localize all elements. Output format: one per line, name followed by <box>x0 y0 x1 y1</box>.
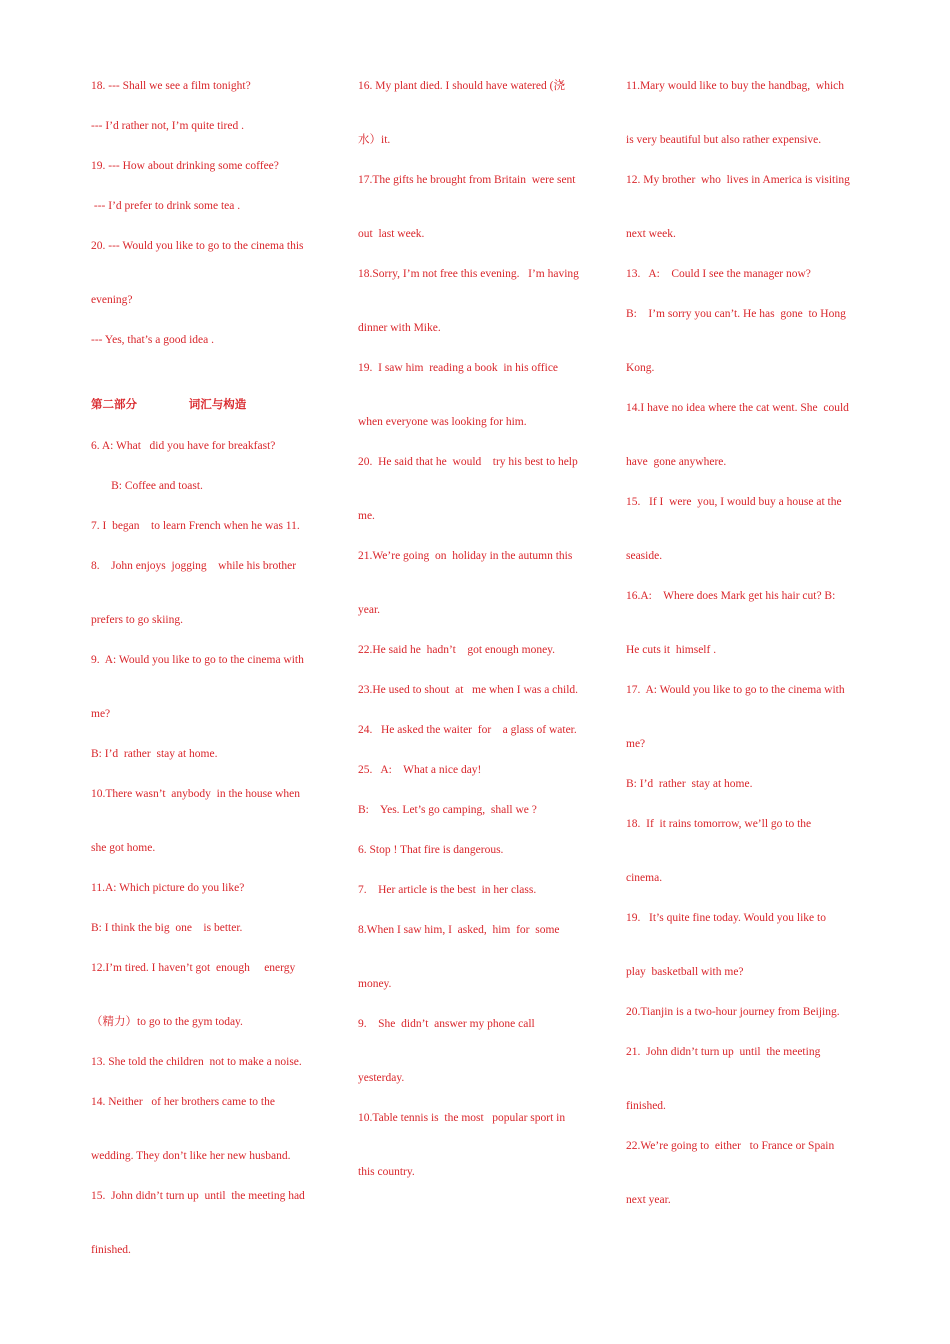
text-line: B: I’d rather stay at home. <box>91 748 218 760</box>
text-line: 13. A: Could I see the manager now? <box>626 268 811 280</box>
text-line: 8.When I saw him, I asked, him for some <box>358 924 560 936</box>
text-line: 15. John didn’t turn up until the meeting had <box>91 1190 305 1202</box>
text-line: B: Yes. Let’s go camping, shall we ? <box>358 804 537 816</box>
text-line: 6. Stop ! That fire is dangerous. <box>358 844 504 856</box>
text-line: this country. <box>358 1166 415 1178</box>
text-line: wedding. They don’t like her new husband. <box>91 1150 291 1162</box>
text-line: 7. I began to learn French when he was 11. <box>91 520 300 532</box>
text-line: --- I’d prefer to drink some tea . <box>91 200 241 212</box>
text-line: 9. She didn’t answer my phone call <box>358 1018 535 1030</box>
text-line: me. <box>358 510 375 522</box>
text-line: 8. John enjoys jogging while his brother <box>91 560 297 572</box>
text-line: play basketball with me? <box>626 966 744 978</box>
text-line: out last week. <box>358 228 425 240</box>
text-line: 19. It’s quite fine today. Would you like to <box>626 912 826 924</box>
text-line: 20. --- Would you like to go to the cinema this <box>91 240 304 252</box>
text-line: finished. <box>626 1100 666 1112</box>
text-line: 20. He said that he would try his best to help <box>358 456 578 468</box>
text-line: B: I’d rather stay at home. <box>626 778 753 790</box>
text-line: year. <box>358 604 381 616</box>
text-line: B: Coffee and toast. <box>91 480 203 492</box>
text-line: 18. If it rains tomorrow, we’ll go to the <box>626 818 812 830</box>
text-line: 25. A: What a nice day! <box>358 764 482 776</box>
text-line: have gone anywhere. <box>626 456 727 468</box>
text-line: next year. <box>626 1194 671 1206</box>
text-line: 13. She told the children not to make a noise. <box>91 1056 302 1068</box>
text-line: yesterday. <box>358 1072 405 1084</box>
text-line: 16.A: Where does Mark get his hair cut? B: <box>626 590 836 602</box>
text-line: evening? <box>91 294 133 306</box>
text-line: He cuts it himself . <box>626 644 717 656</box>
text-line: B: I think the big one is better. <box>91 922 243 934</box>
text-line: 22.We’re going to either to France or Spain <box>626 1140 835 1152</box>
text-line: （精力）to go to the gym today. <box>91 1016 243 1028</box>
text-line: 9. A: Would you like to go to the cinema with <box>91 654 304 666</box>
text-line: when everyone was looking for him. <box>358 416 527 428</box>
text-line: 24. He asked the waiter for a glass of water. <box>358 724 577 736</box>
text-line: 16. My plant died. I should have watered (浇 <box>358 80 565 92</box>
text-line: 7. Her article is the best in her class. <box>358 884 537 896</box>
text-line: --- I’d rather not, I’m quite tired . <box>91 120 244 132</box>
text-line: seaside. <box>626 550 663 562</box>
text-line: 17. A: Would you like to go to the cinema with <box>626 684 845 696</box>
text-line: 19. --- How about drinking some coffee? <box>91 160 279 172</box>
text-line: 17.The gifts he brought from Britain were sent <box>358 174 576 186</box>
text-line: prefers to go skiing. <box>91 614 183 626</box>
text-line: 18.Sorry, I’m not free this evening. I’m having <box>358 268 579 280</box>
text-line: me? <box>626 738 646 750</box>
text-line: 21. John didn’t turn up until the meeting <box>626 1046 821 1058</box>
text-line: B: I’m sorry you can’t. He has gone to Hong <box>626 308 846 320</box>
text-line: 18. --- Shall we see a film tonight? <box>91 80 251 92</box>
text-line: 11.Mary would like to buy the handbag, which <box>626 80 845 92</box>
text-line: 22.He said he hadn’t got enough money. <box>358 644 556 656</box>
text-line: 12. My brother who lives in America is visiting <box>626 174 850 186</box>
text-line: Kong. <box>626 362 655 374</box>
text-line: 11.A: Which picture do you like? <box>91 882 245 894</box>
text-line: 23.He used to shout at me when I was a child. <box>358 684 579 696</box>
text-line: 21.We’re going on holiday in the autumn this <box>358 550 573 562</box>
text-line: 15. If I were you, I would buy a house at the <box>626 496 842 508</box>
text-line: cinema. <box>626 872 663 884</box>
text-line: 14.I have no idea where the cat went. She could <box>626 402 849 414</box>
text-line: dinner with Mike. <box>358 322 441 334</box>
text-line: 12.I’m tired. I haven’t got enough energy <box>91 962 296 974</box>
text-line: 19. I saw him reading a book in his office <box>358 362 559 374</box>
text-line: 6. A: What did you have for breakfast? <box>91 440 276 452</box>
text-line: 20.Tianjin is a two-hour journey from Beijing. <box>626 1006 840 1018</box>
text-line: me? <box>91 708 111 720</box>
text-line: 14. Neither of her brothers came to the <box>91 1096 275 1108</box>
text-line: 10.Table tennis is the most popular sport in <box>358 1112 566 1124</box>
text-line: is very beautiful but also rather expensive. <box>626 134 822 146</box>
text-line: finished. <box>91 1244 131 1256</box>
section-heading: 第二部分 词汇与构造 <box>91 399 247 411</box>
text-line: --- Yes, that’s a good idea . <box>91 334 214 346</box>
text-line: she got home. <box>91 842 156 854</box>
text-line: 水）it. <box>358 134 391 146</box>
text-line: money. <box>358 978 392 990</box>
text-line: next week. <box>626 228 676 240</box>
text-line: 10.There wasn’t anybody in the house when <box>91 788 300 800</box>
